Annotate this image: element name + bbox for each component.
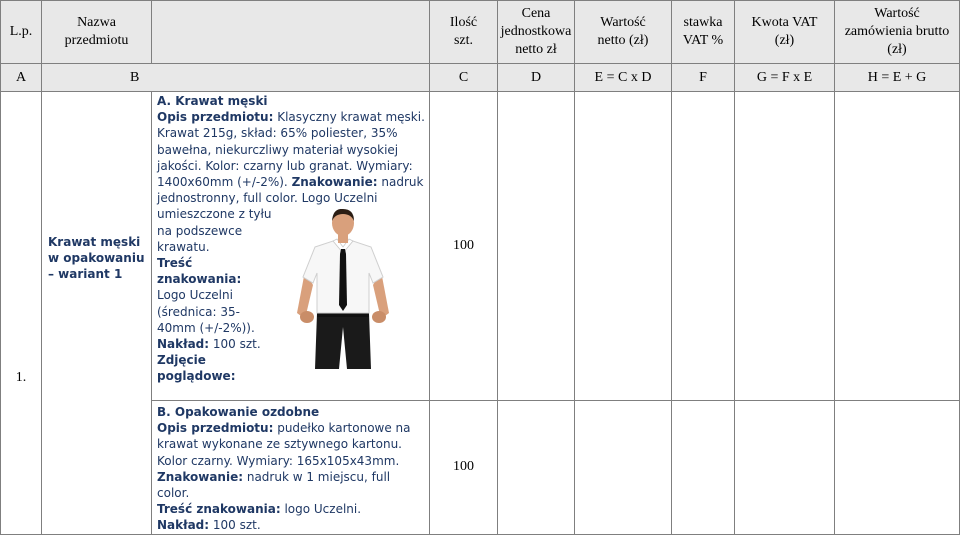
item-a-cena-cell (498, 92, 575, 401)
header-lp: L.p. (1, 1, 42, 64)
item-b-cena-cell (498, 401, 575, 535)
letter-g: G = F x E (735, 64, 835, 92)
item-b-znak-label: Znakowanie: (157, 469, 244, 484)
header-wartosc-brutto: Wartość zamówienia brutto (zł) (835, 1, 960, 64)
item-a-title: A. Krawat męski (157, 94, 268, 108)
item-a-naklad (157, 336, 277, 352)
item-b-opis (157, 420, 425, 469)
header-kwota-vat: Kwota VAT (zł) (735, 1, 835, 64)
header-row (1, 1, 960, 64)
item-b-description (152, 401, 430, 535)
man-in-tie-illustration (295, 209, 391, 371)
item-a-opis (157, 109, 425, 222)
letter-a: A (1, 64, 42, 92)
header-stawka-vat: stawka VAT % (672, 1, 735, 64)
item-a-photo-text (157, 223, 277, 385)
item-a-description (152, 92, 430, 401)
header-wartosc-netto: Wartość netto (zł) (575, 1, 672, 64)
item-a-opis-text: Klasyczny krawat męski. Krawat 215g, skład: 65% poliester, 35% bawełna, niekurczliwy materiał wysokiej jakości. Kolor: czarny lub granat. Wymiary: 1400x60mm (+/-2%). (157, 110, 425, 190)
row-lp: 1. (1, 92, 42, 535)
item-a-naklad-label: Nakład: (157, 337, 210, 352)
item-b-tresc-label: Treść znakowania: (157, 502, 281, 517)
header-ilosc: Ilość szt. (430, 1, 498, 64)
item-a-zdjecie-label: Zdjęcie poglądowe: (157, 353, 236, 384)
item-b-naklad-label: Nakład: (157, 518, 210, 533)
item-b-opis-label: Opis przedmiotu: (157, 421, 274, 436)
item-a-znak-text: nadruk jednostronny, full color. Logo Uczelni umieszczone z tyłu (157, 175, 424, 222)
item-a-brutto-cell (835, 92, 960, 401)
item-b-brutto-cell (835, 401, 960, 535)
item-a-vat-amount-cell (735, 92, 835, 401)
item-a-tresc-text: Logo Uczelni (średnica: 35-40mm (+/-2%)). (157, 288, 255, 335)
item-b-vat-amount-cell (735, 401, 835, 535)
letter-e: E = C x D (575, 64, 672, 92)
item-b-netto-cell (575, 401, 672, 535)
item-a-opis-label: Opis przedmiotu: (157, 110, 274, 125)
item-b-opis-text: pudełko kartonowe na krawat wykonane ze sztywnego kartonu. Kolor czarny. Wymiary: 165x105x43mm. (157, 421, 411, 468)
item-b-quantity: 100 (430, 401, 498, 535)
letter-row (1, 64, 960, 92)
item-a-line-podszewce: na podszewce (157, 223, 243, 238)
letter-b: B (42, 64, 430, 92)
man-in-tie-photo (295, 209, 391, 371)
letter-f: F (672, 64, 735, 92)
item-b-znak-text: nadruk w 1 miejscu, full color. (157, 469, 391, 501)
letter-c: C (430, 64, 498, 92)
header-nazwa: Nazwa przedmiotu (42, 1, 152, 64)
letter-h: H = E + G (835, 64, 960, 92)
item-b-naklad (157, 517, 425, 533)
item-b-title: B. Opakowanie ozdobne (157, 405, 320, 419)
item-a-row (1, 92, 960, 401)
header-cena: Cena jednostkowa netto zł (498, 1, 575, 64)
item-a-netto-cell (575, 92, 672, 401)
item-a-line-krawatu: krawatu. (157, 239, 210, 254)
item-a-vat-rate-cell (672, 92, 735, 401)
header-description-empty (152, 1, 430, 64)
item-a-quantity: 100 (430, 92, 498, 401)
item-b-tresc (157, 501, 425, 517)
letter-d: D (498, 64, 575, 92)
item-a-photo-block (157, 223, 425, 385)
row-product-name: Krawat męski w opakowaniu – wariant 1 (42, 92, 152, 535)
item-a-naklad-text: 100 szt. (209, 337, 261, 352)
item-b-vat-rate-cell (672, 401, 735, 535)
item-a-znak-label: Znakowanie: (291, 175, 378, 190)
item-a-tresc-label: Treść znakowania: (157, 256, 242, 287)
item-b-znak (157, 469, 425, 501)
item-b-naklad-text: 100 szt. (209, 518, 261, 533)
item-b-tresc-text: logo Uczelni. (280, 502, 362, 517)
